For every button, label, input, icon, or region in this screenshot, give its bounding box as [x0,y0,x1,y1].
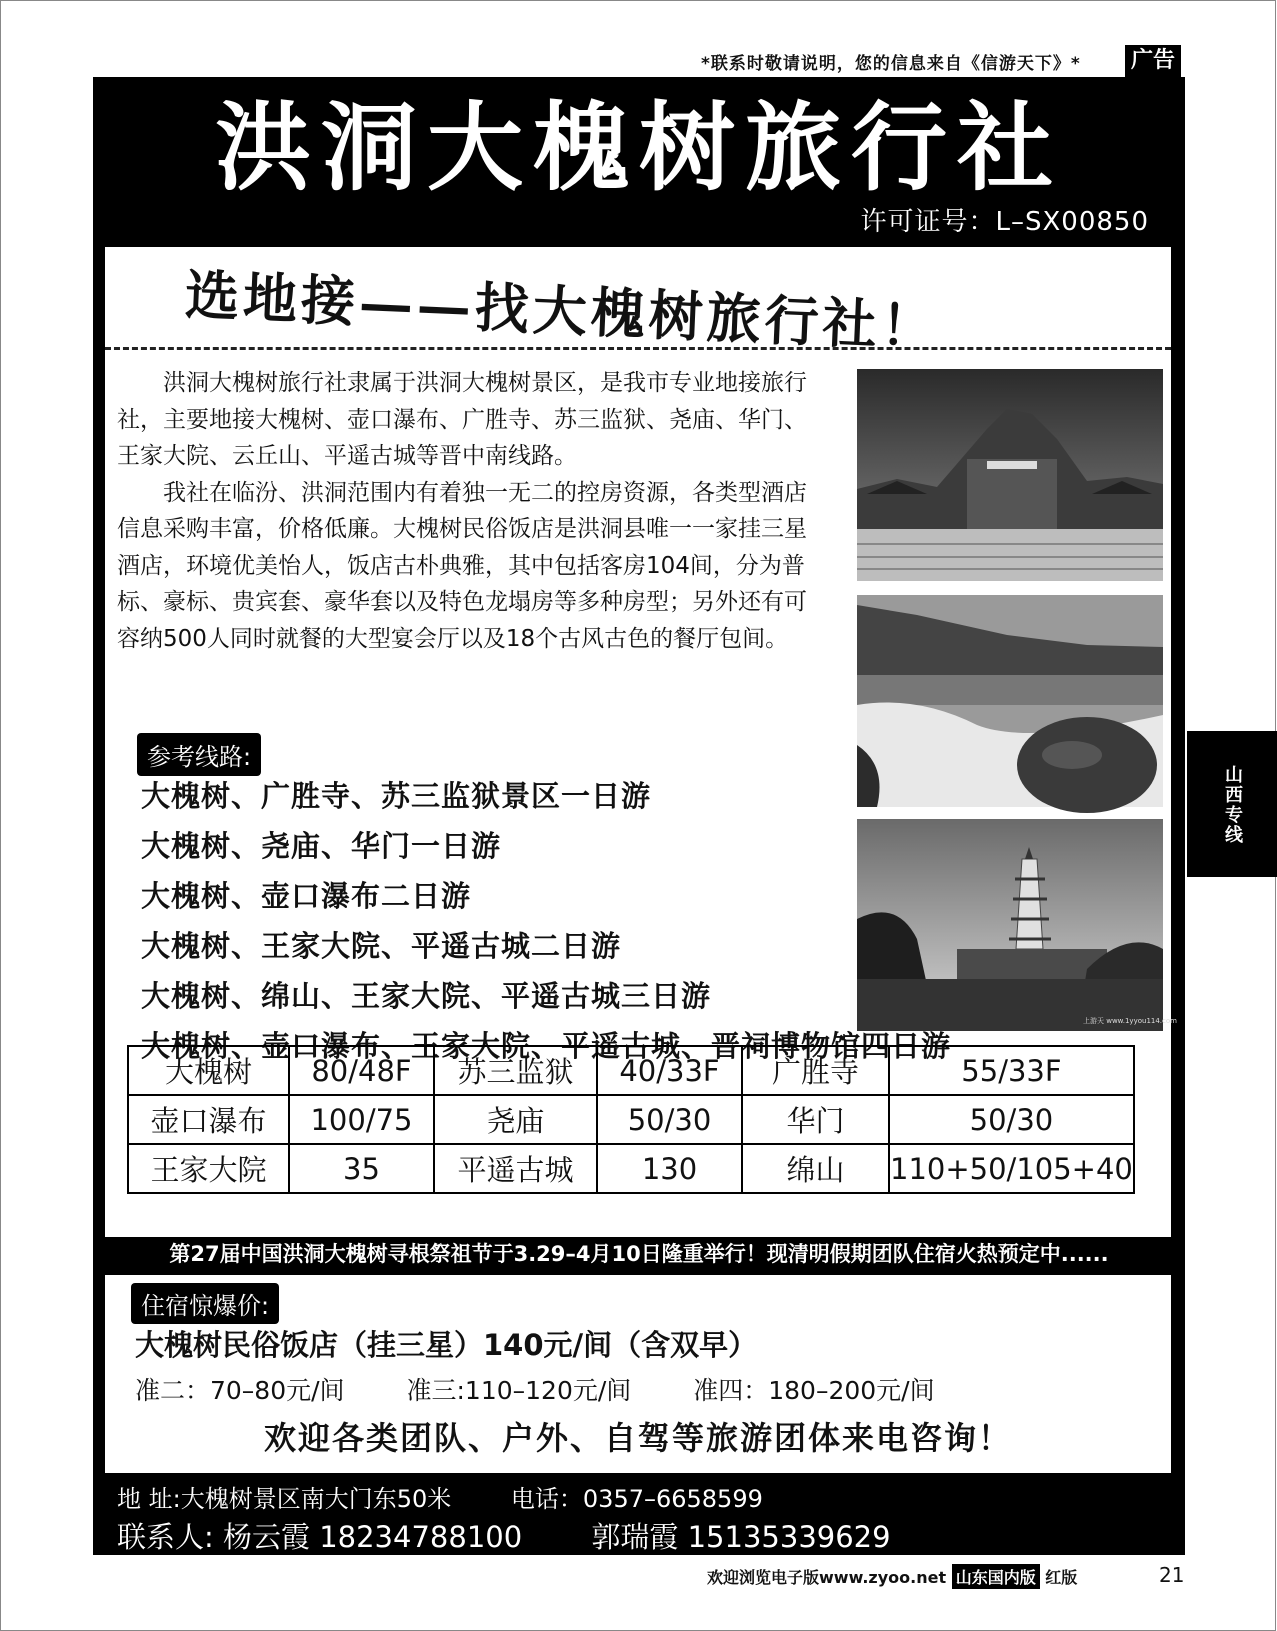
room-prices [135,1371,989,1407]
contact-person: 联系人: 杨云霞 18234788100 [117,1520,523,1554]
section-side-tab [1187,731,1277,877]
ad-tag: 广告 [1125,45,1181,77]
table-cell: 80/48F [289,1046,434,1095]
table-cell: 华门 [742,1095,889,1144]
intro-text [117,365,817,657]
page-footer [707,1564,1077,1589]
side-tab-label: 山西专线 [1222,765,1243,845]
welcome-message: 欢迎各类团队、户外、自驾等旅游团体来电咨询！ [263,1419,1012,1457]
edition-badge: 山东国内版 [952,1564,1040,1589]
route-item: 大槐树、广胜寺、苏三监狱景区一日游 [141,779,652,813]
source-note: *联系时敬请说明，您的信息来自《信游天下》* [701,54,1081,74]
intro-paragraph: 洪洞大槐树旅行社隶属于洪洞大槐树景区，是我市专业地接旅行社，主要地接大槐树、壶口瀑布、广胜寺、苏三监狱、尧庙、华门、王家大院、云丘山、平遥古城等晋中南线路。 [117,370,807,469]
accommodation-label: 住宿惊爆价: [131,1283,279,1324]
route-list [141,771,1101,1071]
table-cell: 绵山 [742,1144,889,1193]
table-cell: 广胜寺 [742,1046,889,1095]
footer-website: 欢迎浏览电子版www.zyoo.net [707,1568,947,1587]
table-cell: 50/30 [889,1095,1134,1144]
festival-banner: 第27届中国洪洞大槐树寻根祭祖节于3.29–4月10日隆重举行！现清明假期团队住宿火热预定中...... [169,1242,1109,1266]
table-row [128,1144,1134,1193]
route-item: 大槐树、王家大院、平遥古城二日游 [141,929,622,963]
intro-paragraph: 我社在临汾、洪洞范围内有着独一无二的控房资源，各类型酒店信息采购丰富，价格低廉。大槐树民俗饭店是洪洞县唯一一家挂三星酒店，环境优美怡人，饭店古朴典雅，其中包括客房104间，分为普标、豪标、贵宾套、豪华套以及特色龙塌房等多种房型；另外还有可容纳500人同时就餐的大型宴会厅以及18个古风古色的餐厅包间。 [117,479,807,652]
ad-frame [93,77,1185,1555]
table-cell: 40/33F [597,1046,742,1095]
table-row [128,1095,1134,1144]
table-cell: 110+50/105+40 [889,1144,1134,1193]
contact-person: 郭瑞霞 15135339629 [591,1520,891,1554]
table-cell: 100/75 [289,1095,434,1144]
table-row [128,1046,1134,1095]
dashed-divider [105,347,1171,350]
edition-color: 红版 [1045,1568,1078,1587]
table-cell: 壶口瀑布 [128,1095,289,1144]
room-price: 准二：70–80元/间 [135,1376,345,1405]
route-item: 大槐树、壶口瀑布、王家大院、平遥古城、晋祠博物馆四日游 [141,1029,952,1063]
slogan: 选地接——找大槐树旅行社！ [183,262,940,360]
route-item: 大槐树、壶口瀑布二日游 [141,879,472,913]
scenic-gate-image [857,369,1163,581]
route-item: 大槐树、绵山、王家大院、平遥古城三日游 [141,979,712,1013]
address-line [117,1479,815,1514]
table-cell: 130 [597,1144,742,1193]
table-cell: 35 [289,1144,434,1193]
scenic-gate-photo [857,369,1163,581]
table-cell: 苏三监狱 [434,1046,597,1095]
table-cell: 55/33F [889,1046,1134,1095]
room-price: 准四：180–200元/间 [693,1376,935,1405]
table-cell: 尧庙 [434,1095,597,1144]
ticket-price-table [127,1045,1135,1194]
main-panel [105,247,1177,1237]
table-cell: 王家大院 [128,1144,289,1193]
agency-title: 洪洞大槐树旅行社 [215,92,1063,204]
reference-routes-label: 参考线路: [137,733,261,776]
table-cell: 50/30 [597,1095,742,1144]
accommodation-panel [105,1275,1171,1473]
room-price: 准三:110–120元/间 [406,1376,632,1405]
address: 地 址:大槐树景区南大门东50米 [117,1485,452,1513]
route-item: 大槐树、尧庙、华门一日游 [141,829,502,863]
hotel-price-line: 大槐树民俗饭店（挂三星）140元/间（含双早） [135,1328,758,1362]
license-number: 许可证号：L–SX00850 [860,207,1149,237]
photo-watermark: 上游天 www.1yyou114.com [1083,1017,1177,1025]
page-number: 21 [1159,1563,1185,1587]
contact-line [117,1515,951,1556]
table-cell: 平遥古城 [434,1144,597,1193]
phone-number: 电话：0357–6658599 [510,1485,763,1513]
table-cell: 大槐树 [128,1046,289,1095]
